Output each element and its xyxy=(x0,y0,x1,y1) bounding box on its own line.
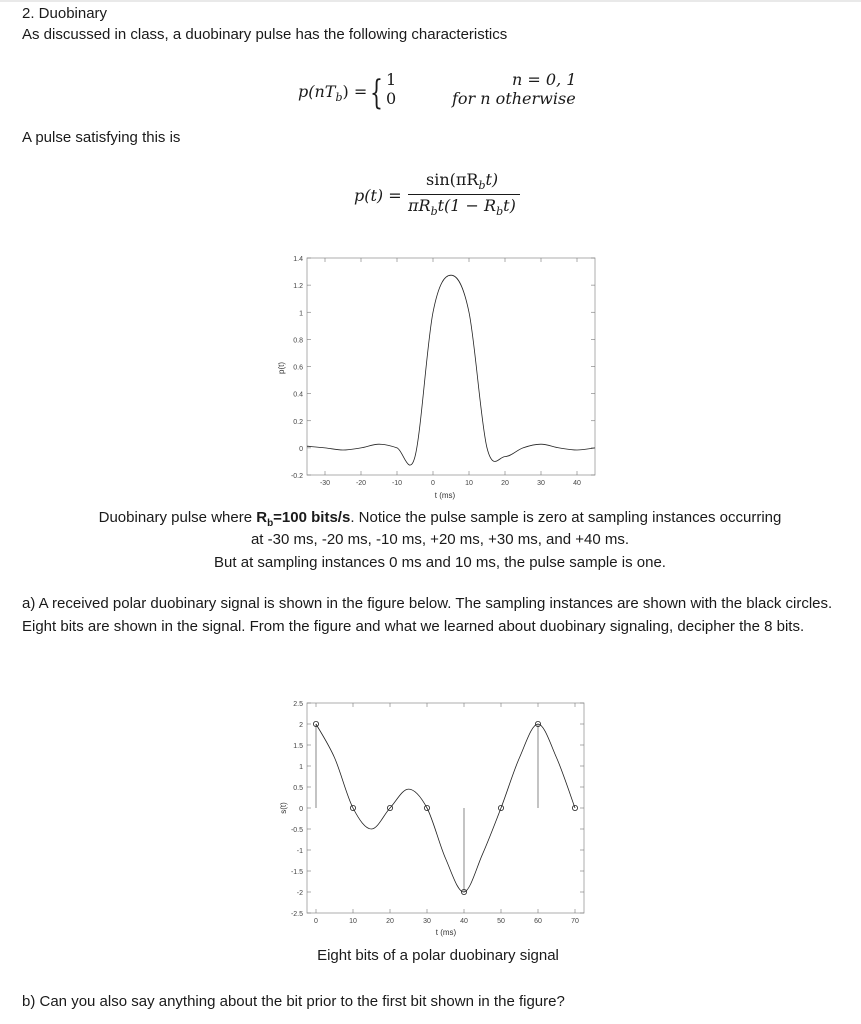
signal-chart-xtick-label: 70 xyxy=(571,918,579,925)
pulse-chart-xtick-label: -20 xyxy=(355,480,367,487)
signal-chart-ytick-label: 1 xyxy=(299,764,303,771)
pulse-chart-xtick-label: -10 xyxy=(391,480,403,487)
part-a-text: a) A received polar duobinary signal is shown in the figure below. The sampling instances are shown with the black circles. Eight bits are shown in the signal. From the figure and what we learned about duobinary signaling, decipher the 8 bits. xyxy=(22,595,833,635)
signal-chart-xtick-label: 30 xyxy=(423,918,431,925)
pulse-intro-text: A pulse satisfying this is xyxy=(22,129,181,146)
eq1-lhs: $p(nT_b)$ = xyxy=(298,82,368,105)
eq1-case1-condition: n = 0, 1 xyxy=(512,70,577,89)
pulse-chart xyxy=(270,250,600,505)
pulse-chart-ytick-label: 0.4 xyxy=(293,391,303,399)
pulse-chart-xtick-label: -30 xyxy=(319,480,331,487)
pulse-chart-ytick-label: 1 xyxy=(299,310,303,318)
signal-chart-xtick-label: 20 xyxy=(386,918,394,925)
equation-1 xyxy=(298,70,588,116)
signal-chart-xtick-label: 60 xyxy=(534,918,542,925)
signal-chart-ytick-label: -1 xyxy=(296,848,303,855)
pulse-chart-xtick-label: 40 xyxy=(573,480,581,487)
pulse-chart-xtick-label: 10 xyxy=(465,480,473,487)
signal-chart-ytick-label: 0.5 xyxy=(293,785,303,792)
pulse-chart-ytick-label: 1.2 xyxy=(293,283,303,291)
eq1-case2-condition: for n otherwise xyxy=(452,89,576,108)
pulse-chart-frame xyxy=(307,258,595,475)
signal-chart-xtick-label: 40 xyxy=(460,918,468,925)
intro-text: As discussed in class, a duobinary pulse has the following characteristics xyxy=(22,26,508,43)
pulse-chart-xtick-label: 0 xyxy=(431,480,435,487)
signal-chart-ytick-label: -2 xyxy=(296,890,303,897)
signal-chart-ytick-label: 2.5 xyxy=(293,701,303,708)
eq1-brace: { xyxy=(370,73,383,113)
signal-chart-ytick-label: 1.5 xyxy=(293,743,303,750)
eq2-denominator: $\pi R_bt(1 - R_bt)$ xyxy=(408,196,516,219)
caption-2: Eight bits of a polar duobinary signal xyxy=(317,947,559,964)
caption-1-line-2: at -30 ms, -20 ms, -10 ms, +20 ms, +30 ms, and +40 ms. xyxy=(250,531,630,548)
eq2-numerator: $\sin(\pi R_bt)$ xyxy=(426,170,499,193)
pulse-chart-ytick-label: 0.6 xyxy=(293,364,303,372)
signal-chart-ytick-label: -2.5 xyxy=(290,911,303,918)
caption-1-line-3: But at sampling instances 0 ms and 10 ms, the pulse sample is one. xyxy=(214,554,666,571)
signal-chart-xtick-label: 10 xyxy=(349,918,357,925)
signal-chart-xlabel: t (ms) xyxy=(435,928,457,937)
pulse-chart-ylabel: p(t) xyxy=(277,362,286,374)
signal-chart-xtick-label: 50 xyxy=(497,918,505,925)
eq2-fraction-bar xyxy=(408,194,520,195)
signal-chart-ytick-label: -1.5 xyxy=(290,869,303,876)
pulse-chart-ytick-label: 0.8 xyxy=(293,337,303,345)
equation-2 xyxy=(354,170,534,220)
signal-chart-frame xyxy=(307,703,584,913)
pulse-chart-xtick-label: 20 xyxy=(501,480,509,487)
section-heading: 2. Duobinary xyxy=(22,5,108,22)
top-divider xyxy=(0,0,861,2)
eq2-lhs: p(t) = xyxy=(354,186,402,205)
eq1-case1-value: 1 xyxy=(386,70,397,89)
part-b-text: b) Can you also say anything about the bit prior to the first bit shown in the figure? xyxy=(22,993,565,1010)
signal-chart-ytick-label: 2 xyxy=(299,722,303,729)
pulse-chart-xlabel: t (ms) xyxy=(434,491,456,500)
signal-chart-xtick-label: 0 xyxy=(314,918,318,925)
eq1-case2-value: 0 xyxy=(386,89,397,108)
pulse-chart-ytick-label: 0 xyxy=(299,445,303,453)
pulse-chart-ytick-label: 0.2 xyxy=(293,418,303,426)
pulse-chart-ytick-label: -0.2 xyxy=(290,473,303,480)
caption-1-line-1: Duobinary pulse where $R_b=100$ bits/s. Notice the pulse sample is zero at sampling instances occurring xyxy=(98,509,782,529)
duobinary-signal-chart xyxy=(276,695,596,942)
signal-chart-ylabel: s(t) xyxy=(279,802,288,814)
signal-chart-ytick-label: -0.5 xyxy=(290,827,303,834)
pulse-chart-xtick-label: 30 xyxy=(537,480,545,487)
pulse-chart-ytick-label: 1.4 xyxy=(293,256,303,263)
signal-chart-ytick-label: 0 xyxy=(299,806,303,813)
